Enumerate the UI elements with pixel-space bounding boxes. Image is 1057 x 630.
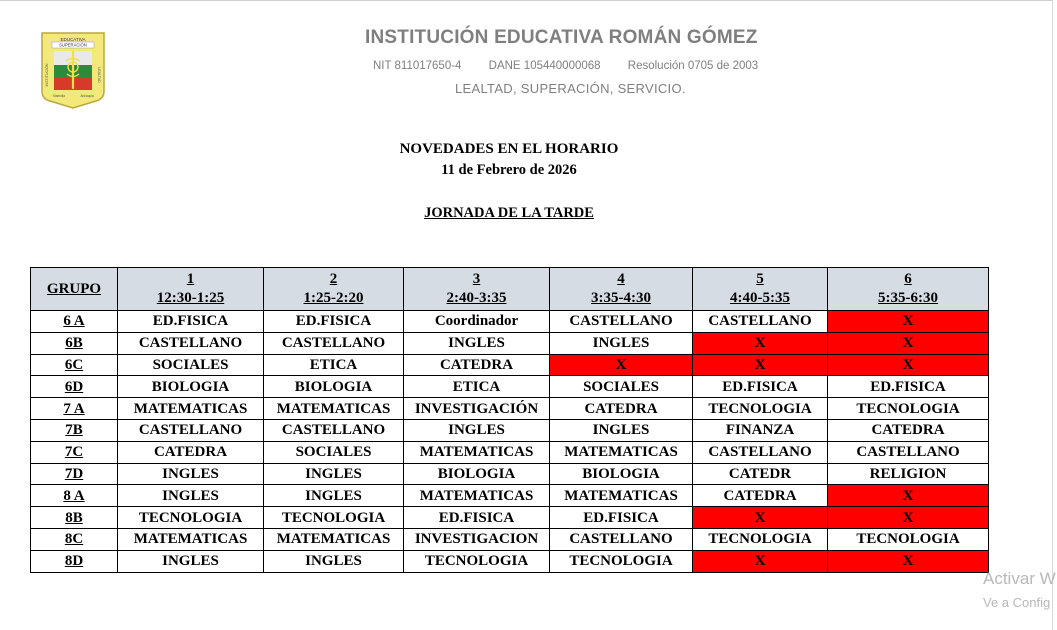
schedule-body: [31, 311, 989, 573]
subject-cell: MATEMATICAS: [118, 528, 264, 550]
period-header: 4 3:35-4:30: [550, 268, 693, 311]
cancelled-cell: X: [828, 550, 989, 572]
subject-cell: CATEDRA: [550, 398, 693, 420]
subject-cell: CATEDRA: [693, 485, 828, 507]
cancelled-cell: X: [693, 550, 828, 572]
subject-cell: TECNOLOGIA: [693, 398, 828, 420]
table-row: [31, 398, 989, 420]
subject-cell: MATEMATICAS: [550, 485, 693, 507]
table-row: [31, 550, 989, 572]
activation-watermark-sub: Ve a Config: [983, 595, 1051, 610]
subject-cell: MATEMATICAS: [550, 441, 693, 463]
subject-cell: CATEDRA: [828, 419, 989, 441]
group-cell: 7 A: [31, 398, 118, 420]
logo-bottom-left: Marinilla: [53, 94, 65, 98]
subject-cell: INVESTIGACIÓN: [404, 398, 550, 420]
subject-cell: BIOLOGIA: [404, 463, 550, 485]
table-row: [31, 463, 989, 485]
subject-cell: TECNOLOGIA: [404, 550, 550, 572]
subject-cell: ED.FISICA: [118, 311, 264, 333]
subject-cell: INGLES: [118, 463, 264, 485]
activation-watermark: Activar W: [983, 569, 1056, 588]
subject-cell: SOCIALES: [264, 441, 404, 463]
group-cell: 8D: [31, 550, 118, 572]
cancelled-cell: X: [693, 354, 828, 376]
logo-bottom-right: Antioquia: [80, 94, 94, 98]
group-cell: 7B: [31, 419, 118, 441]
shift-title: JORNADA DE LA TARDE: [424, 205, 594, 221]
subject-cell: TECNOLOGIA: [264, 507, 404, 529]
cancelled-cell: X: [828, 354, 989, 376]
table-row: [31, 507, 989, 529]
period-header: 2 1:25-2:20: [264, 268, 404, 311]
subject-cell: ETICA: [404, 376, 550, 398]
subject-cell: ED.FISICA: [404, 507, 550, 529]
subject-cell: FINANZA: [693, 419, 828, 441]
subject-cell: ED.FISICA: [828, 376, 989, 398]
subject-cell: MATEMATICAS: [264, 398, 404, 420]
subject-cell: MATEMATICAS: [118, 398, 264, 420]
subject-cell: TECNOLOGIA: [693, 528, 828, 550]
subject-cell: CASTELLANO: [118, 419, 264, 441]
institution-motto: LEALTAD, SUPERACIÓN, SERVICIO.: [455, 81, 686, 96]
period-header: 6 5:35-6:30: [828, 268, 989, 311]
subject-cell: INVESTIGACION: [404, 528, 550, 550]
logo-side-left: INSTITUCIÓN: [45, 63, 49, 87]
subject-cell: CATEDRA: [404, 354, 550, 376]
cancelled-cell: X: [828, 311, 989, 333]
subject-cell: MATEMATICAS: [404, 485, 550, 507]
subject-cell: INGLES: [264, 550, 404, 572]
group-cell: 6B: [31, 332, 118, 354]
institution-name: INSTITUCIÓN EDUCATIVA ROMÁN GÓMEZ: [365, 27, 758, 48]
cancelled-cell: X: [693, 332, 828, 354]
subject-cell: INGLES: [550, 419, 693, 441]
subject-cell: CASTELLANO: [118, 332, 264, 354]
subject-cell: INGLES: [404, 332, 550, 354]
resolution-text: Resolución 0705 de 2003: [627, 60, 759, 72]
logo-side-right: LEALTAD: [97, 67, 101, 83]
logo-banner-text: SUPERACIÓN: [59, 42, 87, 48]
subject-cell: ED.FISICA: [264, 311, 404, 333]
period-header: 1 12:30-1:25: [118, 268, 264, 311]
table-row: [31, 441, 989, 463]
subject-cell: BIOLOGIA: [264, 376, 404, 398]
group-cell: 7D: [31, 463, 118, 485]
subject-cell: SOCIALES: [550, 376, 693, 398]
subject-cell: INGLES: [264, 463, 404, 485]
logo-top-text: EDUCATIVA: [60, 37, 86, 42]
cancelled-cell: X: [828, 507, 989, 529]
table-row: [31, 419, 989, 441]
subject-cell: TECNOLOGIA: [828, 398, 989, 420]
table-row: [31, 354, 989, 376]
subject-cell: CASTELLANO: [828, 441, 989, 463]
table-row: [31, 376, 989, 398]
document-title: NOVEDADES EN EL HORARIO: [399, 141, 619, 157]
cancelled-cell: X: [828, 485, 989, 507]
table-row: [31, 332, 989, 354]
subject-cell: ETICA: [264, 354, 404, 376]
subject-cell: INGLES: [550, 332, 693, 354]
subject-cell: TECNOLOGIA: [828, 528, 989, 550]
subject-cell: CASTELLANO: [693, 311, 828, 333]
subject-cell: MATEMATICAS: [404, 441, 550, 463]
subject-cell: ED.FISICA: [693, 376, 828, 398]
group-cell: 6 A: [31, 311, 118, 333]
page-top-border: [0, 0, 1052, 1]
page-right-border: [1052, 0, 1053, 630]
table-row: [31, 311, 989, 333]
group-cell: 8C: [31, 528, 118, 550]
institution-ids: [373, 60, 782, 72]
nit-text: NIT 811017650-4: [373, 60, 462, 72]
subject-cell: CASTELLANO: [264, 419, 404, 441]
subject-cell: Coordinador: [404, 311, 550, 333]
subject-cell: MATEMATICAS: [264, 528, 404, 550]
subject-cell: INGLES: [118, 485, 264, 507]
subject-cell: INGLES: [118, 550, 264, 572]
subject-cell: SOCIALES: [118, 354, 264, 376]
subject-cell: CASTELLANO: [550, 311, 693, 333]
subject-cell: CASTELLANO: [264, 332, 404, 354]
cancelled-cell: X: [550, 354, 693, 376]
cancelled-cell: X: [828, 332, 989, 354]
subject-cell: TECNOLOGIA: [550, 550, 693, 572]
subject-cell: CATEDRA: [118, 441, 264, 463]
group-cell: 6D: [31, 376, 118, 398]
header-row: [31, 268, 989, 311]
school-crest-logo: [40, 31, 106, 109]
subject-cell: CASTELLANO: [550, 528, 693, 550]
subject-cell: INGLES: [404, 419, 550, 441]
table-row: [31, 485, 989, 507]
subject-cell: INGLES: [264, 485, 404, 507]
schedule-table: [30, 267, 989, 573]
subject-cell: RELIGION: [828, 463, 989, 485]
group-cell: 7C: [31, 441, 118, 463]
group-header: GRUPO: [31, 268, 118, 311]
cancelled-cell: X: [693, 507, 828, 529]
subject-cell: BIOLOGIA: [118, 376, 264, 398]
group-cell: 8B: [31, 507, 118, 529]
subject-cell: BIOLOGIA: [550, 463, 693, 485]
period-header: 3 2:40-3:35: [404, 268, 550, 311]
table-row: [31, 528, 989, 550]
dane-text: DANE 105440000068: [488, 60, 601, 72]
subject-cell: CASTELLANO: [693, 441, 828, 463]
subject-cell: CATEDR: [693, 463, 828, 485]
subject-cell: TECNOLOGIA: [118, 507, 264, 529]
subject-cell: ED.FISICA: [550, 507, 693, 529]
group-cell: 6C: [31, 354, 118, 376]
document-date: 11 de Febrero de 2026: [441, 162, 577, 178]
group-cell: 8 A: [31, 485, 118, 507]
period-header: 5 4:40-5:35: [693, 268, 828, 311]
